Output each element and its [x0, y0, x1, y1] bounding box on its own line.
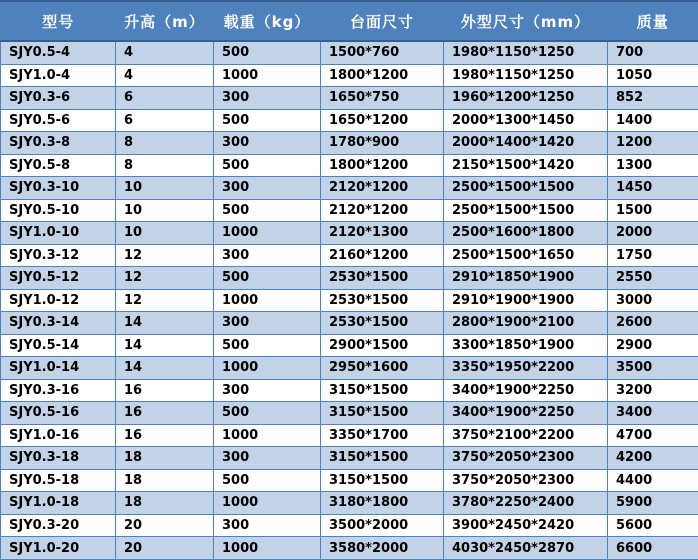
cell-model: SJY0.5-10 — [1, 199, 116, 222]
cell-model: SJY0.5-6 — [1, 109, 116, 132]
cell-load-capacity: 300 — [214, 514, 321, 537]
table-row — [1, 514, 698, 537]
cell-lift-height: 18 — [116, 469, 214, 492]
cell-model: SJY1.0-10 — [1, 222, 116, 245]
cell-lift-height: 10 — [116, 222, 214, 245]
cell-load-capacity: 500 — [214, 469, 321, 492]
cell-lift-height: 10 — [116, 177, 214, 200]
cell-platform-size: 3500*2000 — [321, 514, 444, 537]
cell-overall-size: 2500*1500*1500 — [444, 199, 608, 222]
cell-mass: 1200 — [608, 132, 698, 155]
cell-platform-size: 1500*760 — [321, 41, 444, 64]
cell-lift-height: 14 — [116, 357, 214, 380]
cell-platform-size: 3150*1500 — [321, 469, 444, 492]
table-row — [1, 222, 698, 245]
cell-model: SJY0.3-10 — [1, 177, 116, 200]
cell-load-capacity: 1000 — [214, 357, 321, 380]
table-row — [1, 379, 698, 402]
cell-lift-height: 6 — [116, 87, 214, 110]
cell-load-capacity: 500 — [214, 41, 321, 64]
cell-lift-height: 10 — [116, 199, 214, 222]
cell-overall-size: 3750*2100*2200 — [444, 424, 608, 447]
cell-load-capacity: 500 — [214, 402, 321, 425]
table-row — [1, 199, 698, 222]
table-row — [1, 109, 698, 132]
table-row — [1, 132, 698, 155]
cell-platform-size: 3150*1500 — [321, 447, 444, 470]
cell-overall-size: 3780*2250*2400 — [444, 492, 608, 515]
cell-platform-size: 3150*1500 — [321, 402, 444, 425]
cell-lift-height: 20 — [116, 514, 214, 537]
cell-platform-size: 2950*1600 — [321, 357, 444, 380]
cell-load-capacity: 300 — [214, 87, 321, 110]
col-header-lift-height: 升高（m） — [116, 1, 214, 41]
cell-mass: 3200 — [608, 379, 698, 402]
cell-platform-size: 3350*1700 — [321, 424, 444, 447]
cell-lift-height: 6 — [116, 109, 214, 132]
cell-overall-size: 2910*1900*1900 — [444, 289, 608, 312]
cell-overall-size: 2150*1500*1420 — [444, 154, 608, 177]
cell-mass: 1050 — [608, 64, 698, 87]
cell-platform-size: 1650*1200 — [321, 109, 444, 132]
cell-overall-size: 2800*1900*2100 — [444, 312, 608, 335]
cell-overall-size: 3900*2450*2420 — [444, 514, 608, 537]
cell-overall-size: 2500*1500*1500 — [444, 177, 608, 200]
cell-mass: 1450 — [608, 177, 698, 200]
cell-mass: 2550 — [608, 267, 698, 290]
cell-overall-size: 2500*1600*1800 — [444, 222, 608, 245]
cell-mass: 2600 — [608, 312, 698, 335]
cell-mass: 700 — [608, 41, 698, 64]
table-row — [1, 424, 698, 447]
table-row — [1, 64, 698, 87]
cell-model: SJY0.3-14 — [1, 312, 116, 335]
cell-overall-size: 1980*1150*1250 — [444, 41, 608, 64]
cell-lift-height: 16 — [116, 402, 214, 425]
cell-platform-size: 2160*1200 — [321, 244, 444, 267]
cell-model: SJY1.0-20 — [1, 537, 116, 560]
table-row — [1, 334, 698, 357]
cell-load-capacity: 1000 — [214, 222, 321, 245]
table-row — [1, 492, 698, 515]
header-row — [1, 1, 698, 41]
table-row — [1, 402, 698, 425]
cell-platform-size: 2120*1300 — [321, 222, 444, 245]
cell-overall-size: 3350*1950*2200 — [444, 357, 608, 380]
cell-overall-size: 2000*1300*1450 — [444, 109, 608, 132]
cell-lift-height: 12 — [116, 267, 214, 290]
cell-overall-size: 1960*1200*1250 — [444, 87, 608, 110]
cell-mass: 852 — [608, 87, 698, 110]
cell-platform-size: 2120*1200 — [321, 177, 444, 200]
cell-overall-size: 3400*1900*2250 — [444, 402, 608, 425]
cell-platform-size: 2120*1200 — [321, 199, 444, 222]
table-row — [1, 469, 698, 492]
cell-load-capacity: 500 — [214, 267, 321, 290]
cell-overall-size: 3400*1900*2250 — [444, 379, 608, 402]
cell-platform-size: 2530*1500 — [321, 312, 444, 335]
cell-model: SJY1.0-18 — [1, 492, 116, 515]
col-header-load-capacity: 载重（kg） — [214, 1, 321, 41]
cell-mass: 1300 — [608, 154, 698, 177]
table-row — [1, 447, 698, 470]
cell-lift-height: 16 — [116, 424, 214, 447]
cell-platform-size: 1780*900 — [321, 132, 444, 155]
cell-model: SJY0.5-4 — [1, 41, 116, 64]
cell-mass: 3400 — [608, 402, 698, 425]
cell-overall-size: 2000*1400*1420 — [444, 132, 608, 155]
cell-overall-size: 4030*2450*2870 — [444, 537, 608, 560]
cell-platform-size: 3580*2000 — [321, 537, 444, 560]
cell-platform-size: 2530*1500 — [321, 267, 444, 290]
cell-lift-height: 12 — [116, 244, 214, 267]
cell-model: SJY1.0-16 — [1, 424, 116, 447]
cell-lift-height: 4 — [116, 64, 214, 87]
cell-lift-height: 8 — [116, 154, 214, 177]
cell-lift-height: 20 — [116, 537, 214, 560]
cell-platform-size: 2530*1500 — [321, 289, 444, 312]
cell-mass: 5600 — [608, 514, 698, 537]
cell-lift-height: 8 — [116, 132, 214, 155]
cell-platform-size: 3150*1500 — [321, 379, 444, 402]
cell-model: SJY1.0-14 — [1, 357, 116, 380]
cell-load-capacity: 300 — [214, 312, 321, 335]
cell-model: SJY0.5-14 — [1, 334, 116, 357]
cell-lift-height: 14 — [116, 334, 214, 357]
cell-load-capacity: 1000 — [214, 64, 321, 87]
cell-model: SJY0.5-18 — [1, 469, 116, 492]
cell-model: SJY0.5-16 — [1, 402, 116, 425]
cell-load-capacity: 1000 — [214, 424, 321, 447]
cell-load-capacity: 500 — [214, 199, 321, 222]
col-header-mass: 质量 — [608, 1, 698, 41]
table-row — [1, 87, 698, 110]
col-header-overall-size: 外型尺寸（mm） — [444, 1, 608, 41]
cell-platform-size: 1800*1200 — [321, 154, 444, 177]
cell-platform-size: 1650*750 — [321, 87, 444, 110]
table-row — [1, 154, 698, 177]
col-header-model: 型号 — [1, 1, 116, 41]
cell-mass: 1500 — [608, 199, 698, 222]
cell-mass: 1400 — [608, 109, 698, 132]
cell-load-capacity: 300 — [214, 447, 321, 470]
cell-overall-size: 3750*2050*2300 — [444, 469, 608, 492]
spec-table-body — [1, 41, 698, 560]
cell-platform-size: 2900*1500 — [321, 334, 444, 357]
table-row — [1, 267, 698, 290]
cell-overall-size: 1980*1150*1250 — [444, 64, 608, 87]
cell-mass: 6600 — [608, 537, 698, 560]
cell-load-capacity: 500 — [214, 334, 321, 357]
cell-model: SJY0.3-12 — [1, 244, 116, 267]
cell-load-capacity: 1000 — [214, 537, 321, 560]
table-row — [1, 41, 698, 64]
cell-mass: 1750 — [608, 244, 698, 267]
cell-load-capacity: 1000 — [214, 492, 321, 515]
cell-model: SJY1.0-12 — [1, 289, 116, 312]
cell-overall-size: 3750*2050*2300 — [444, 447, 608, 470]
cell-platform-size: 3180*1800 — [321, 492, 444, 515]
cell-model: SJY1.0-4 — [1, 64, 116, 87]
cell-lift-height: 18 — [116, 492, 214, 515]
cell-load-capacity: 300 — [214, 177, 321, 200]
cell-mass: 5900 — [608, 492, 698, 515]
table-row — [1, 312, 698, 335]
cell-lift-height: 16 — [116, 379, 214, 402]
table-row — [1, 357, 698, 380]
col-header-platform-size: 台面尺寸 — [321, 1, 444, 41]
cell-platform-size: 1800*1200 — [321, 64, 444, 87]
cell-model: SJY0.3-16 — [1, 379, 116, 402]
cell-overall-size: 2910*1850*1900 — [444, 267, 608, 290]
cell-mass: 3000 — [608, 289, 698, 312]
cell-lift-height: 12 — [116, 289, 214, 312]
table-row — [1, 289, 698, 312]
cell-mass: 3500 — [608, 357, 698, 380]
cell-overall-size: 2500*1500*1650 — [444, 244, 608, 267]
cell-load-capacity: 300 — [214, 132, 321, 155]
cell-model: SJY0.3-6 — [1, 87, 116, 110]
cell-lift-height: 4 — [116, 41, 214, 64]
cell-mass: 4200 — [608, 447, 698, 470]
cell-model: SJY0.5-12 — [1, 267, 116, 290]
cell-mass: 4700 — [608, 424, 698, 447]
table-row — [1, 537, 698, 560]
cell-model: SJY0.3-20 — [1, 514, 116, 537]
cell-model: SJY0.3-8 — [1, 132, 116, 155]
cell-overall-size: 3300*1850*1900 — [444, 334, 608, 357]
cell-load-capacity: 500 — [214, 154, 321, 177]
cell-lift-height: 18 — [116, 447, 214, 470]
cell-load-capacity: 500 — [214, 109, 321, 132]
cell-load-capacity: 300 — [214, 379, 321, 402]
cell-mass: 2900 — [608, 334, 698, 357]
cell-mass: 2000 — [608, 222, 698, 245]
cell-model: SJY0.3-18 — [1, 447, 116, 470]
cell-model: SJY0.5-8 — [1, 154, 116, 177]
cell-mass: 4400 — [608, 469, 698, 492]
cell-load-capacity: 1000 — [214, 289, 321, 312]
cell-load-capacity: 300 — [214, 244, 321, 267]
table-row — [1, 177, 698, 200]
table-row — [1, 244, 698, 267]
cell-lift-height: 14 — [116, 312, 214, 335]
